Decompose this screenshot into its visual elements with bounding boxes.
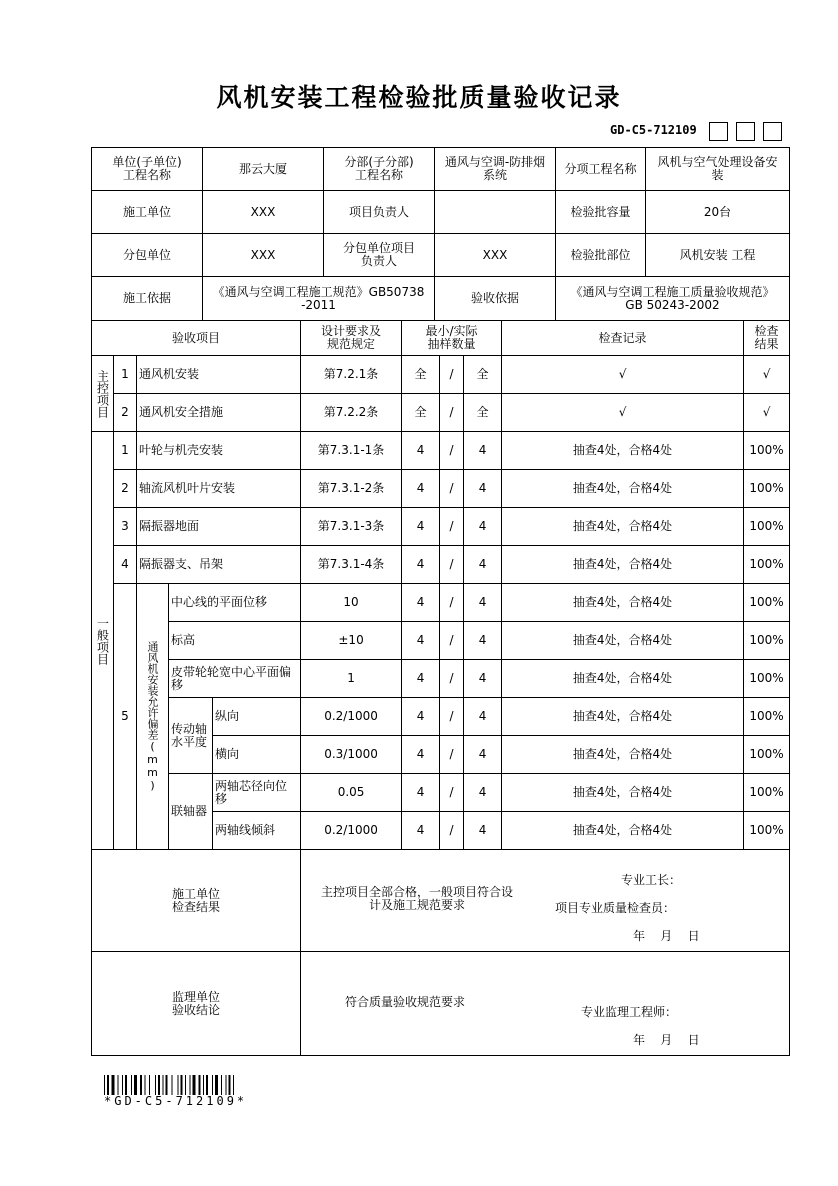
barcode-bar [206,1075,208,1095]
barcode-image [104,1075,284,1095]
item-act: 4 [464,584,502,622]
barcode-bar [178,1075,179,1095]
item-record: 抽查4处，合格4处 [502,698,744,736]
item-req: 第7.3.1-3条 [301,508,402,546]
coupling-label: 联轴器 [169,774,213,850]
supervision-label: 监理单位 验收结论 [92,952,301,1056]
barcode-bar [134,1075,137,1095]
table-row [92,394,790,432]
item-req: 1 [301,660,402,698]
item5-group-label: 通风机安装允许偏差(mm) [137,584,169,850]
item-act: 4 [464,774,502,812]
col-sample: 最小/实际 抽样数量 [402,321,502,356]
item-req: 0.2/1000 [301,698,402,736]
pm-value[interactable] [435,191,556,234]
item-name: 横向 [213,736,301,774]
item-min: 4 [402,698,440,736]
division-value: 通风与空调-防排烟 系统 [435,148,556,191]
barcode-bar [163,1075,164,1095]
item-result: 100% [744,698,790,736]
barcode-bar [185,1075,186,1095]
item-req: 第7.2.2条 [301,394,402,432]
barcode-bar [221,1075,222,1095]
engineer-label: 专业监理工程师： [581,1005,678,1019]
slash: / [440,470,464,508]
slash: / [440,698,464,736]
location-label: 检验批部位 [556,234,646,277]
item-name: 隔振器地面 [137,508,301,546]
item-record: 抽查4处，合格4处 [502,736,744,774]
item-result: 100% [744,432,790,470]
subcontractor-value: XXX [203,234,324,277]
table-row [92,698,790,736]
barcode-bar [112,1075,115,1095]
item-name: 通风机安全措施 [137,394,301,432]
item-no: 1 [114,432,137,470]
table-row [92,470,790,508]
barcode-bar [172,1075,173,1095]
basis-value: 《通风与空调工程施工规范》GB50738 -2011 [203,277,435,321]
item-result: 100% [744,546,790,584]
construction-check-content [301,850,790,952]
pm-label: 项目负责人 [324,191,435,234]
barcode-bar [233,1075,234,1095]
contractor-value: XXX [203,191,324,234]
barcode-text: *GD-C5-712109* [104,1094,248,1108]
inspector-label: 项目专业质量检查员： [555,901,676,915]
item-record: 抽查4处，合格4处 [502,660,744,698]
barcode-bar [212,1075,213,1095]
item-name: 纵向 [213,698,301,736]
accept-basis-value: 《通风与空调工程施工质量验收规范》 GB 50243-2002 [556,277,790,321]
item-record: 抽查4处，合格4处 [502,774,744,812]
item-act: 4 [464,698,502,736]
supervision-row [92,952,790,1056]
item-min: 4 [402,736,440,774]
item-req: 第7.3.1-4条 [301,546,402,584]
item-record: 抽查4处，合格4处 [502,470,744,508]
item-result: 100% [744,584,790,622]
item-min: 4 [402,660,440,698]
item-act: 全 [464,356,502,394]
item-act: 4 [464,736,502,774]
barcode-bar [190,1075,191,1095]
table-row [92,508,790,546]
item-min: 4 [402,508,440,546]
barcode-bar [155,1075,156,1095]
item-min: 全 [402,356,440,394]
table-row [92,622,790,660]
division-label: 分部(子分部) 工程名称 [324,148,435,191]
barcode-bar [118,1075,119,1095]
item-record: 抽查4处，合格4处 [502,584,744,622]
item-no: 2 [114,470,137,508]
item-result: √ [744,356,790,394]
barcode-bar [122,1075,123,1095]
barcode-bar [226,1075,227,1095]
item-req: 第7.3.1-2条 [301,470,402,508]
item-req: ±10 [301,622,402,660]
item-req: 10 [301,584,402,622]
unit-value: 那云大厦 [203,148,324,191]
item-name: 两轴芯径向位移 [213,774,301,812]
basis-label: 施工依据 [92,277,203,321]
slash: / [440,660,464,698]
col-result: 检查 结果 [744,321,790,356]
barcode-bar [203,1075,204,1095]
supervision-date: 年 月 日 [633,1033,700,1047]
item-min: 4 [402,432,440,470]
slash: / [440,356,464,394]
item-name: 隔振器支、吊架 [137,546,301,584]
item-name: 中心线的平面位移 [169,584,301,622]
item-result: 100% [744,622,790,660]
item-name: 皮带轮轮宽中心平面偏移 [169,660,301,698]
table-row [92,660,790,698]
item-name: 标高 [169,622,301,660]
item-result: 100% [744,812,790,850]
item-no: 3 [114,508,137,546]
slash: / [440,774,464,812]
barcode-bar [181,1075,183,1095]
item-result: 100% [744,774,790,812]
slash: / [440,394,464,432]
slash: / [440,432,464,470]
table-row [92,356,790,394]
sub-pm-label: 分包单位项目 负责人 [324,234,435,277]
capacity-label: 检验批容量 [556,191,646,234]
item-act: 4 [464,432,502,470]
location-value: 风机安装 工程 [646,234,790,277]
sub-pm-value: XXX [435,234,556,277]
item-record: 抽查4处，合格4处 [502,812,744,850]
item-result: √ [744,394,790,432]
slash: / [440,584,464,622]
inspection-table [91,320,790,1056]
item-min: 4 [402,812,440,850]
slash: / [440,508,464,546]
item-result: 100% [744,736,790,774]
item-no: 5 [114,584,137,850]
barcode-bar [131,1075,132,1095]
barcode-bar [158,1075,160,1095]
item-act: 4 [464,508,502,546]
construction-date: 年 月 日 [633,929,700,943]
general-section-label: 一般项目 [92,432,114,850]
col-requirement: 设计要求及 规范规定 [301,321,402,356]
item-min: 4 [402,470,440,508]
barcode-bar [140,1075,142,1095]
code-box-1[interactable] [709,122,728,141]
page-title: 风机安装工程检验批质量验收记录 [216,83,622,112]
unit-label: 单位(子单位) 工程名称 [92,148,203,191]
item-record: √ [502,356,744,394]
item-no: 1 [114,356,137,394]
item-act: 全 [464,394,502,432]
slash: / [440,546,464,584]
table-row [92,546,790,584]
item-record: √ [502,394,744,432]
item-act: 4 [464,546,502,584]
item-min: 4 [402,622,440,660]
col-record: 检查记录 [502,321,744,356]
supervision-content [301,952,790,1056]
barcode-bar [107,1075,109,1095]
construction-check-label: 施工单位 检查结果 [92,850,301,952]
table-row [92,432,790,470]
barcode-bar [145,1075,146,1095]
barcode-bar [166,1075,168,1095]
foreman-label: 专业工长： [621,873,682,887]
item-record: 抽查4处，合格4处 [502,546,744,584]
slash: / [440,812,464,850]
item-req: 0.3/1000 [301,736,402,774]
code-box-2[interactable] [736,122,755,141]
item-no: 2 [114,394,137,432]
item-name: 通风机安装 [137,356,301,394]
item-no: 4 [114,546,137,584]
item-record: 抽查4处，合格4处 [502,622,744,660]
table-row [92,584,790,622]
capacity-value: 20台 [646,191,790,234]
subcontractor-label: 分包单位 [92,234,203,277]
item-act: 4 [464,660,502,698]
table-row [92,774,790,812]
item-req: 第7.3.1-1条 [301,432,402,470]
item-act: 4 [464,622,502,660]
accept-basis-label: 验收依据 [435,277,556,321]
item-req: 第7.2.1条 [301,356,402,394]
construction-check-text: 主控项目全部合格，一般项目符合设 计及施工规范要求 [321,885,514,912]
contractor-label: 施工单位 [92,191,203,234]
barcode-bar [104,1075,105,1095]
item-result: 100% [744,660,790,698]
item-min: 4 [402,774,440,812]
item-min: 4 [402,546,440,584]
supervision-text: 符合质量验收规范要求 [345,995,466,1009]
shaft-label: 传动轴 水平度 [169,698,213,774]
construction-check-row [92,850,790,952]
subitem-value: 风机与空气处理设备安 装 [646,148,790,191]
form-code: GD-C5-712109 [610,123,697,137]
barcode-bar [199,1075,201,1095]
barcode-bar [229,1075,231,1095]
main-section-label: 主控项目 [92,356,114,432]
barcode-bar [125,1075,127,1095]
col-item: 验收项目 [92,321,301,356]
item-name: 两轴线倾斜 [213,812,301,850]
item-name: 叶轮与机壳安装 [137,432,301,470]
item-min: 全 [402,394,440,432]
slash: / [440,736,464,774]
subitem-label: 分项工程名称 [556,148,646,191]
item-act: 4 [464,812,502,850]
item-min: 4 [402,584,440,622]
item-act: 4 [464,470,502,508]
item-record: 抽查4处，合格4处 [502,432,744,470]
barcode-bar [193,1075,196,1095]
header-table [91,147,790,321]
barcode-bar [149,1075,150,1095]
item-record: 抽查4处，合格4处 [502,508,744,546]
item-result: 100% [744,470,790,508]
barcode-bar [215,1075,218,1095]
code-box-3[interactable] [763,122,782,141]
item-name: 轴流风机叶片安装 [137,470,301,508]
slash: / [440,622,464,660]
item-req: 0.2/1000 [301,812,402,850]
item-result: 100% [744,508,790,546]
item-req: 0.05 [301,774,402,812]
